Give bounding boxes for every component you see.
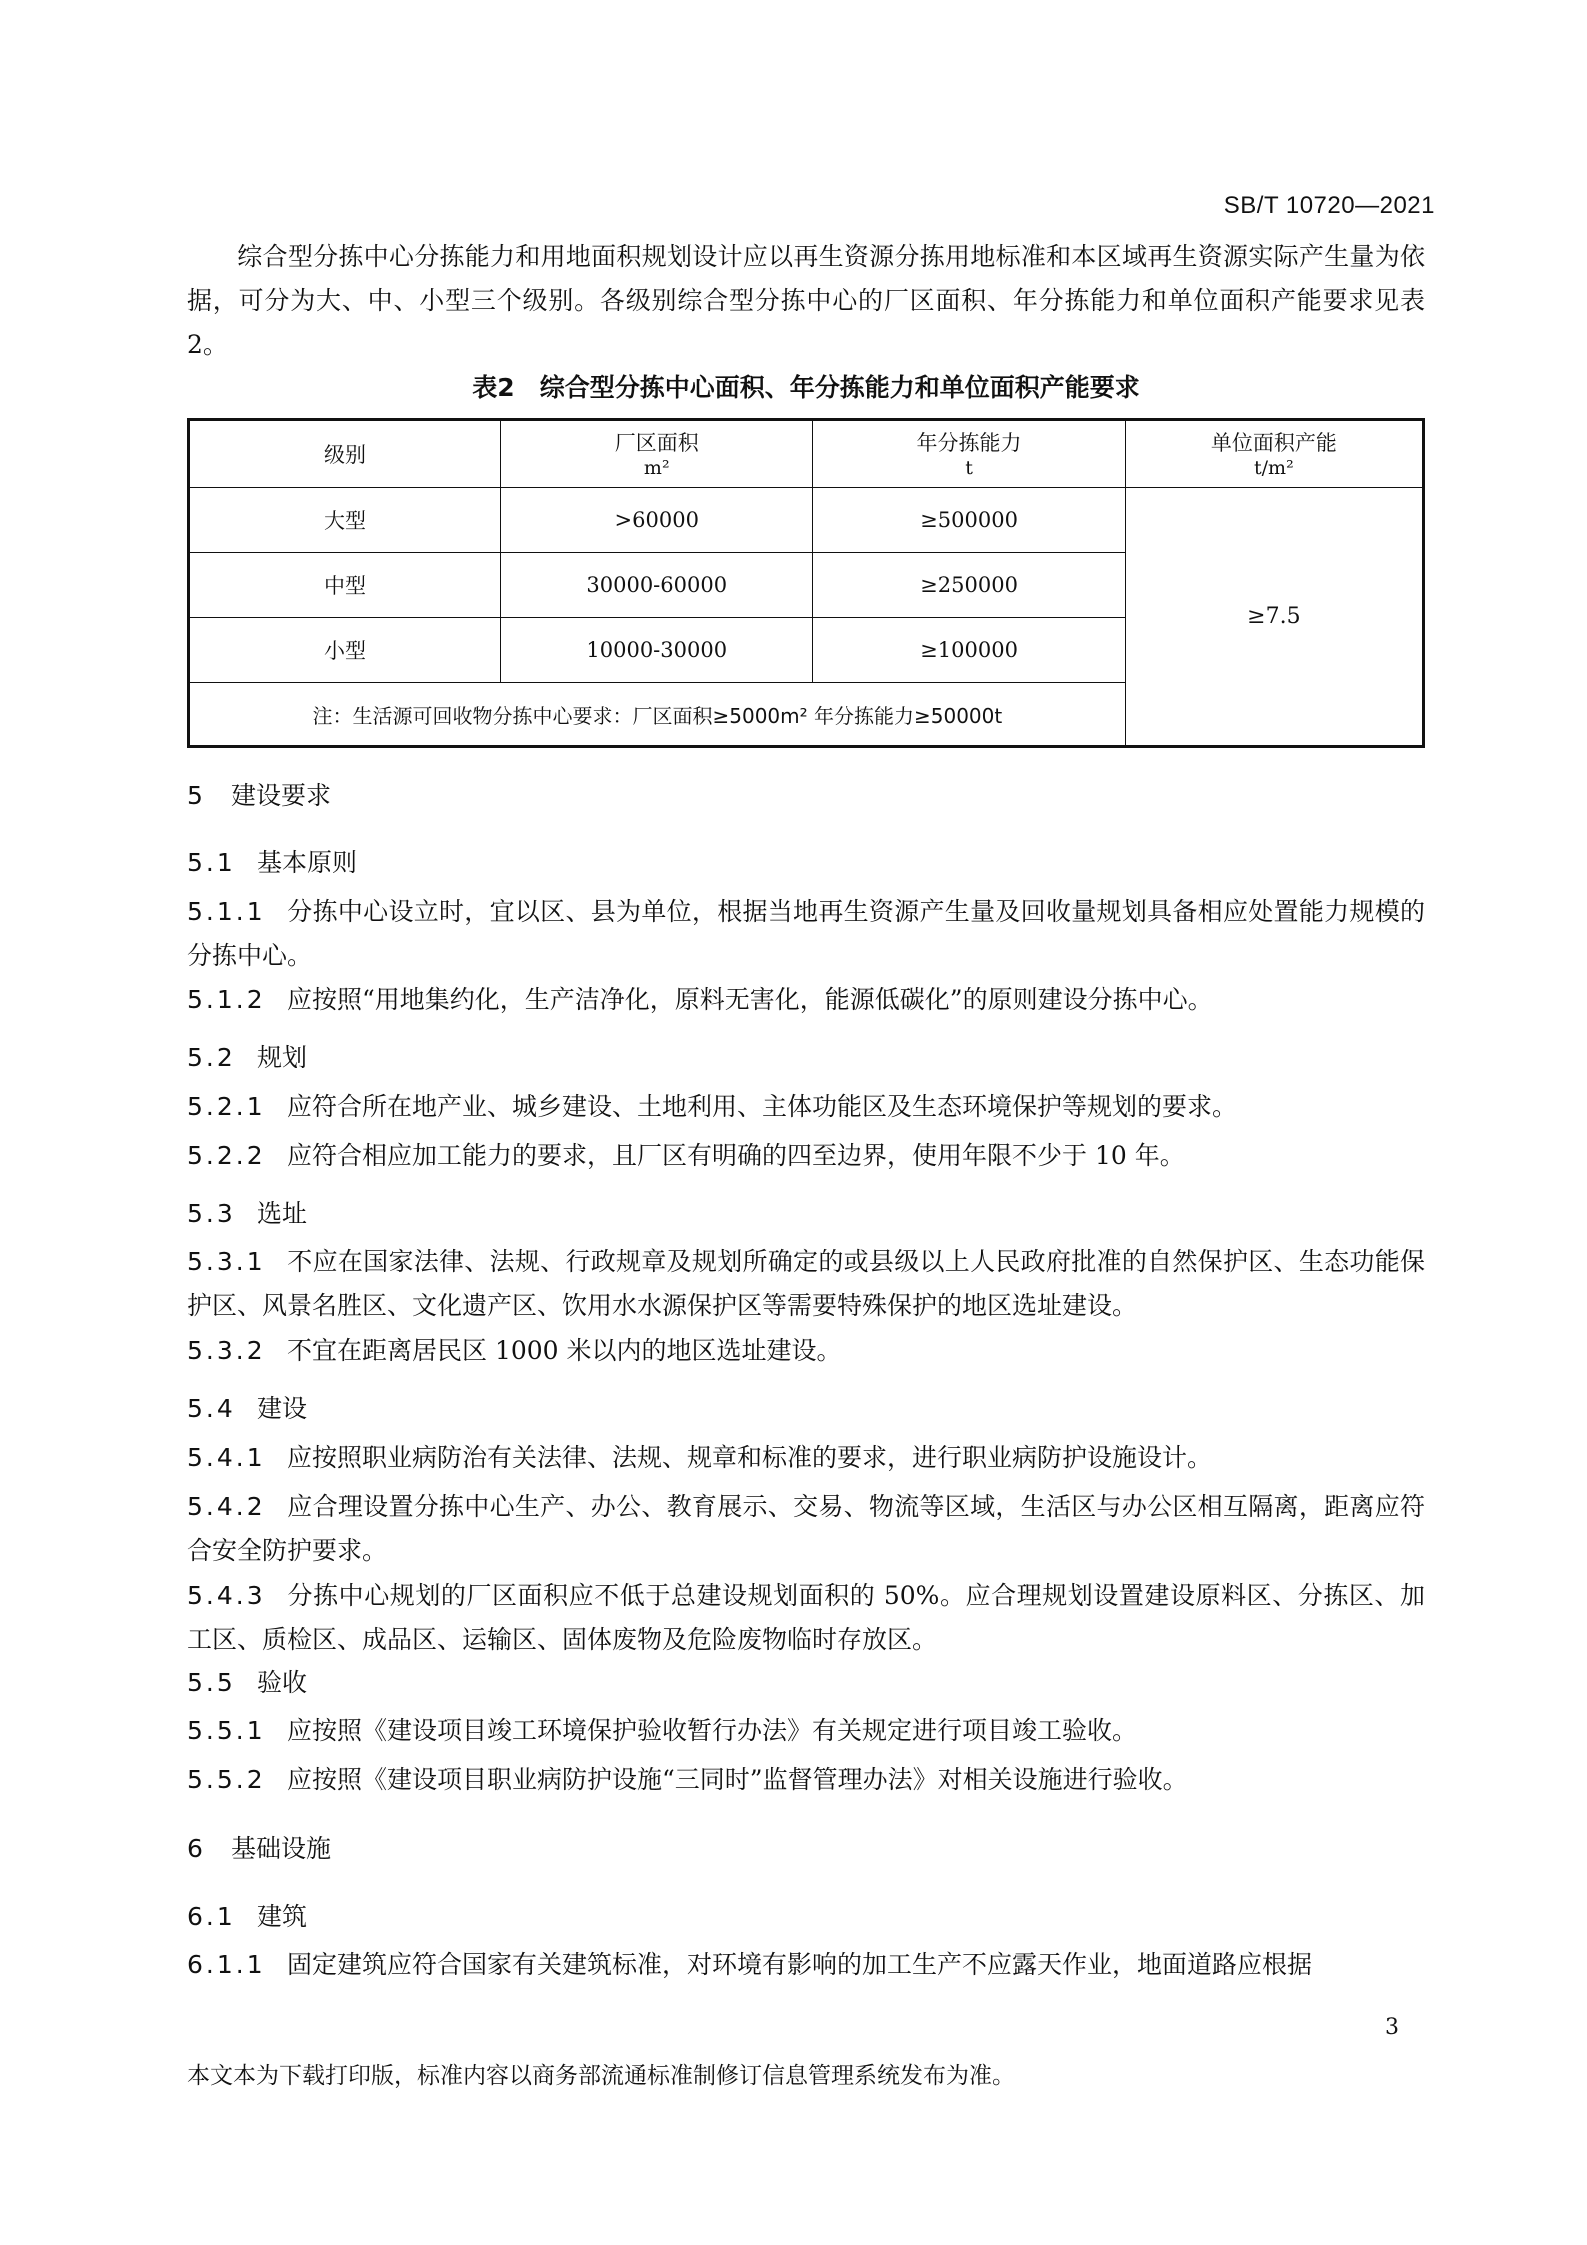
clause-5-4-2: 5.4.2 应合理设置分拣中心生产、办公、教育展示、交易、物流等区域，生活区与办公区相互隔离，距离应符合安全防护要求。 [187, 1492, 1425, 1565]
clause-5-1-1: 5.1.1 分拣中心设立时，宜以区、县为单位，根据当地再生资源产生量及回收量规划具备相应处置能力规模的分拣中心。 [187, 897, 1425, 970]
clause-5-2-2: 5.2.2 应符合相应加工能力的要求，且厂区有明确的四至边界，使用年限不少于 10 年。 [187, 1141, 1185, 1170]
clause-5-1-2: 5.1.2 应按照“用地集约化，生产洁净化，原料无害化，能源低碳化”的原则建设分拣中心。 [187, 985, 1213, 1014]
standard-code: SB/T 10720—2021 [1223, 192, 1435, 219]
section-5-2-heading: 5.2 规划 [187, 1043, 308, 1072]
requirements-table [187, 418, 1425, 748]
clause-5-2-1: 5.2.1 应符合所在地产业、城乡建设、土地利用、主体功能区及生态环境保护等规划的要求。 [187, 1092, 1238, 1121]
clause-5-3-2: 5.3.2 不宜在距离居民区 1000 米以内的地区选址建设。 [187, 1336, 842, 1365]
section-6-1-heading: 6.1 建筑 [187, 1902, 308, 1931]
row-capacity: ≥500000 [813, 488, 1125, 553]
section-5-1-heading: 5.1 基本原则 [187, 848, 358, 877]
clause-5-5-1: 5.5.1 应按照《建设项目竣工环境保护验收暂行办法》有关规定进行项目竣工验收。 [187, 1716, 1138, 1745]
clause-5-3-1: 5.3.1 不应在国家法律、法规、行政规章及规划所确定的或县级以上人民政府批准的自然保护区、生态功能保护区、风景名胜区、文化遗产区、饮用水水源保护区等需要特殊保护的地区选址建设。 [187, 1247, 1425, 1320]
header-productivity: 单位面积产能 t/m² [1125, 420, 1423, 488]
table-row [189, 488, 1424, 553]
table-title: 表2 综合型分拣中心面积、年分拣能力和单位面积产能要求 [472, 373, 1140, 402]
table-note: 注：生活源可回收物分拣中心要求：厂区面积≥5000m² 年分拣能力≥50000t [189, 683, 1126, 747]
clause-5-4-1: 5.4.1 应按照职业病防治有关法律、法规、规章和标准的要求，进行职业病防护设施设计。 [187, 1443, 1213, 1472]
row-level: 大型 [189, 488, 501, 553]
table-header-row [189, 420, 1424, 488]
section-5-3-heading: 5.3 选址 [187, 1199, 308, 1228]
header-capacity: 年分拣能力 t [813, 420, 1125, 488]
row-area: 10000-30000 [501, 618, 813, 683]
clause-6-1-1: 6.1.1 固定建筑应符合国家有关建筑标准，对环境有影响的加工生产不应露天作业，地面道路应根据 [187, 1950, 1313, 1979]
header-level: 级别 [189, 420, 501, 488]
page-number: 3 [1385, 2015, 1399, 2040]
row-capacity: ≥100000 [813, 618, 1125, 683]
row-area: 30000-60000 [501, 553, 813, 618]
footer-note: 本文本为下载打印版，标准内容以商务部流通标准制修订信息管理系统发布为准。 [187, 2063, 1015, 2089]
productivity-value: ≥7.5 [1125, 488, 1423, 747]
section-6-heading: 6 基础设施 [187, 1834, 332, 1863]
section-5-4-heading: 5.4 建设 [187, 1394, 308, 1423]
row-level: 小型 [189, 618, 501, 683]
section-5-heading: 5 建设要求 [187, 781, 332, 810]
intro-paragraph: 综合型分拣中心分拣能力和用地面积规划设计应以再生资源分拣用地标准和本区域再生资源实际产生量为依据，可分为大、中、小型三个级别。各级别综合型分拣中心的厂区面积、年分拣能力和单位面积产能要求见表2。 [187, 242, 1425, 359]
header-area: 厂区面积 m² [501, 420, 813, 488]
row-capacity: ≥250000 [813, 553, 1125, 618]
clause-5-5-2: 5.5.2 应按照《建设项目职业病防护设施“三同时”监督管理办法》对相关设施进行验收。 [187, 1765, 1188, 1794]
clause-5-4-3: 5.4.3 分拣中心规划的厂区面积应不低于总建设规划面积的 50%。应合理规划设置建设原料区、分拣区、加工区、质检区、成品区、运输区、固体废物及危险废物临时存放区。 [187, 1581, 1425, 1654]
section-5-5-heading: 5.5 验收 [187, 1668, 308, 1697]
row-level: 中型 [189, 553, 501, 618]
row-area: >60000 [501, 488, 813, 553]
